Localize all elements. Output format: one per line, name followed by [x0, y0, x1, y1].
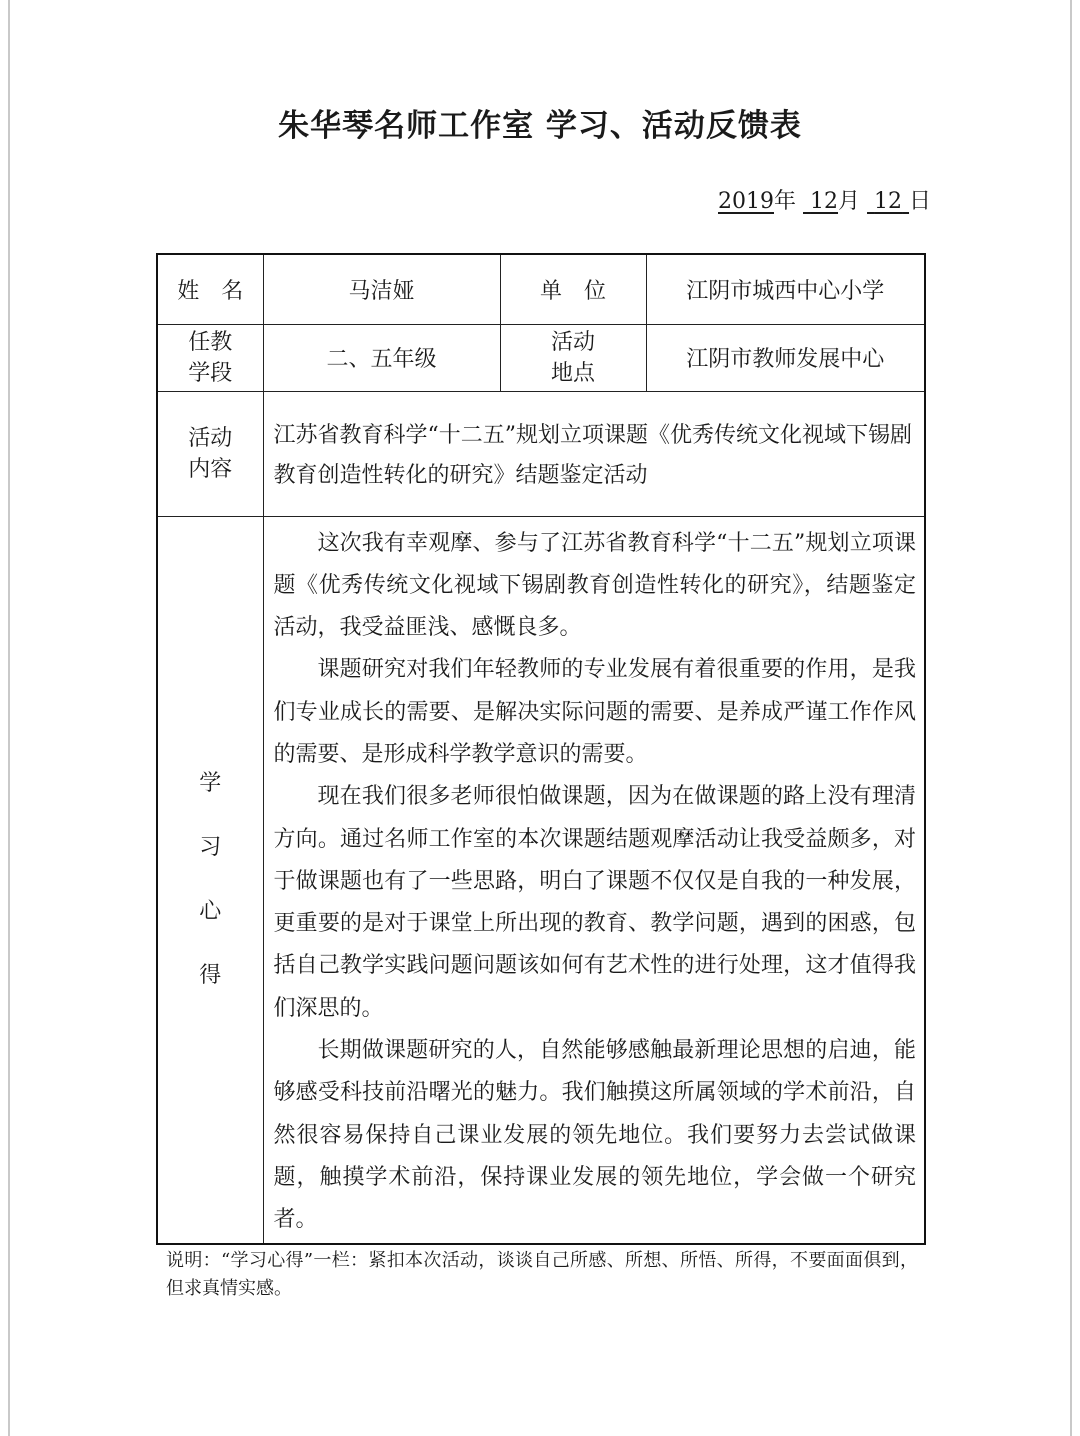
- unit-value: 江阴市城西中心小学: [646, 254, 925, 324]
- reflection-body: [263, 516, 925, 1244]
- unit-label: 单 位: [500, 254, 646, 324]
- reflection-label-char: 心: [199, 898, 222, 924]
- form-date: [718, 184, 931, 215]
- date-day-value: 12: [874, 189, 903, 214]
- grade-label-line: 任教: [188, 329, 233, 355]
- document-title: 朱华琴名师工作室 学习、活动反馈表: [278, 108, 802, 144]
- page-edge: [1070, 0, 1072, 1436]
- location-value: 江阴市教师发展中心: [646, 324, 925, 391]
- content-label-line: 内容: [188, 456, 233, 482]
- date-day-unit: 日: [909, 189, 932, 214]
- reflection-label-char: 学: [199, 770, 222, 796]
- reflection-paragraph: 课题研究对我们年轻教师的专业发展有着很重要的作用，是我们专业成长的需要、是解决实际问题的需要、是养成严谨工作作风的需要、是形成科学教学意识的需要。: [273, 657, 916, 767]
- feedback-form-table: [156, 253, 926, 1245]
- location-label-line: 活动: [550, 329, 595, 355]
- reflection-label-char: 习: [199, 834, 222, 860]
- reflection-paragraph: 现在我们很多老师很怕做课题，因为在做课题的路上没有理清方向。通过名师工作室的本次课题结题观摩活动让我受益颇多，对于做课题也有了一些思路，明白了课题不仅仅是自我的一种发展，更重要的是对于课堂上所出现的教育、教学问题，遇到的困惑，包括自己教学实践问题问题该如何有艺术性的进行处理，这才值得我们深思的。: [273, 784, 916, 1021]
- content-label-line: 活动: [188, 425, 233, 451]
- date-month: [803, 189, 838, 214]
- table-row: [157, 391, 925, 516]
- table-row: [157, 324, 925, 391]
- form-note: 说明：“学习心得”一栏：紧扣本次活动，谈谈自己所感、所想、所悟、所得，不要面面俱到，但求真情实感。: [166, 1250, 918, 1299]
- grade-label-line: 学段: [188, 360, 233, 386]
- table-row: [157, 516, 925, 1244]
- name-value: 马洁娅: [263, 254, 500, 324]
- reflection-label: [157, 516, 263, 1244]
- reflection-label-char: 得: [199, 962, 222, 988]
- location-label-line: 地点: [550, 360, 595, 386]
- grade-label: [157, 324, 263, 391]
- date-year: 2019: [718, 189, 774, 214]
- reflection-paragraph: 长期做课题研究的人，自然能够感触最新理论思想的启迪，能够感受科技前沿曙光的魅力。我们触摸这所属领域的学术前沿，自然很容易保持自己课业发展的领先地位。我们要努力去尝试做课题，触摸学术前沿，保持课业发展的领先地位，学会做一个研究者。: [273, 1038, 916, 1233]
- date-day: [867, 189, 909, 214]
- location-label: [500, 324, 646, 391]
- reflection-paragraph: 这次我有幸观摩、参与了江苏省教育科学“十二五”规划立项课题《优秀传统文化视域下锡剧教育创造性转化的研究》，结题鉴定活动，我受益匪浅、感慨良多。: [273, 530, 916, 641]
- page-edge: [8, 0, 10, 1436]
- date-year-unit: 年: [774, 189, 797, 214]
- date-month-value: 12: [810, 189, 839, 214]
- table-row: [157, 254, 925, 324]
- content-label: [157, 391, 263, 516]
- date-month-unit: 月: [838, 189, 861, 214]
- content-value: 江苏省教育科学“十二五”规划立项课题《优秀传统文化视域下锡剧教育创造性转化的研究》结题鉴定活动: [263, 391, 925, 516]
- name-label: 姓 名: [157, 254, 263, 324]
- grade-value: 二、五年级: [263, 324, 500, 391]
